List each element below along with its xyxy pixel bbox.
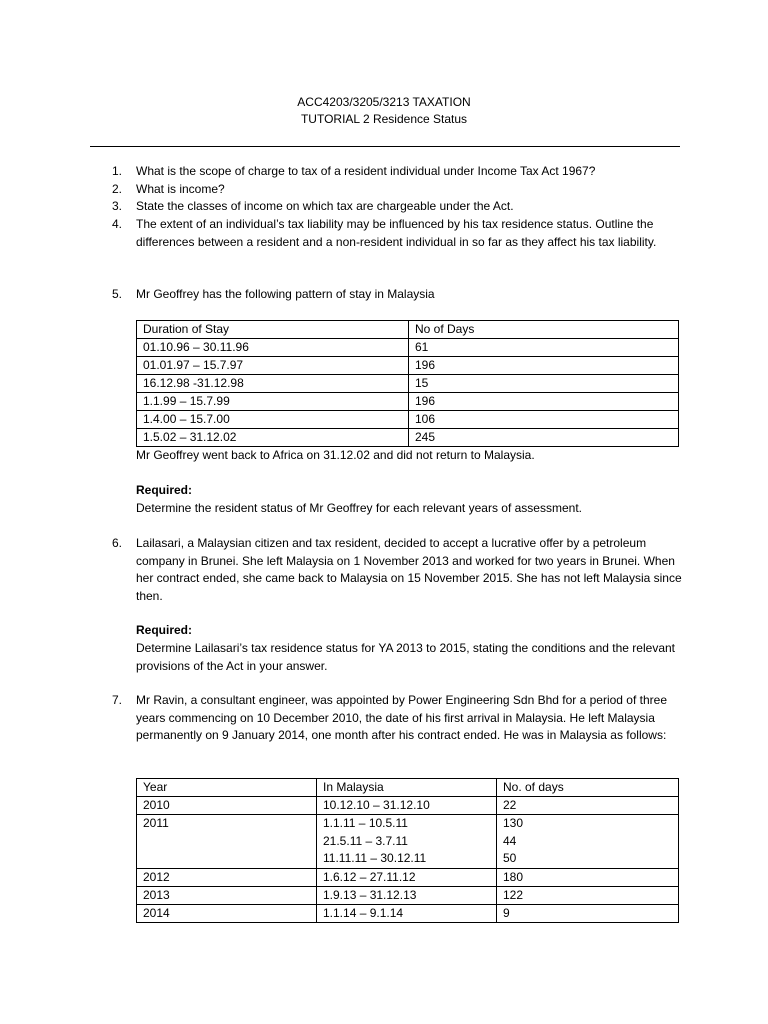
table-cell: 2013 [137, 886, 317, 904]
question-number: 7. [112, 693, 123, 707]
table-cell: 2010 [137, 797, 317, 815]
header-divider [90, 146, 680, 147]
q6-required-text: Determine Lailasari’s tax residence status for YA 2013 to 2015, stating the conditions and the relevant provisions of the Act in your answer. [136, 641, 675, 673]
table-cell: 9 [497, 904, 679, 922]
table-cell [317, 815, 497, 869]
question-text: The extent of an individual’s tax liability may be influenced by his tax residence status. Outline the differences between a resident and a non-resident individual in so far as they affect his tax liability. [136, 217, 657, 249]
table-row [137, 393, 679, 411]
table-row [137, 375, 679, 393]
days-line: 44 [503, 833, 517, 848]
table-cell: 1.5.02 – 31.12.02 [137, 429, 409, 447]
question-number: 6. [112, 536, 123, 550]
table-header-cell: Year [137, 779, 317, 797]
table-row [137, 868, 679, 886]
table-header-row [137, 321, 679, 339]
table-row [137, 797, 679, 815]
table-cell: 122 [497, 886, 679, 904]
table-cell: 1.1.99 – 15.7.99 [137, 393, 409, 411]
table-cell: 15 [409, 375, 679, 393]
document-header [0, 94, 768, 128]
table-cell: 2014 [137, 904, 317, 922]
question-text: Mr Geoffrey has the following pattern of stay in Malaysia [136, 287, 435, 301]
table-row [137, 411, 679, 429]
tutorial-title: TUTORIAL 2 Residence Status [300, 112, 468, 126]
table-cell: 1.6.12 – 27.11.12 [317, 868, 497, 886]
q6-required-label: Required: [136, 623, 193, 637]
question-text: Lailasari, a Malaysian citizen and tax resident, decided to accept a lucrative offer by a petroleum company in Brunei. She left Malaysia on 1 November 2013 and worked for two years in Brunei. When her contract ended, she came back to Malaysia on 15 November 2015. She has not left Malaysia since then. [136, 536, 682, 603]
question-number: 1. [112, 164, 123, 178]
course-title: ACC4203/3205/3213 TAXATION [297, 95, 471, 109]
table-header-row [137, 779, 679, 797]
question-text: What is income? [136, 182, 225, 196]
table-cell: 2012 [137, 868, 317, 886]
table-cell: 01.10.96 – 30.11.96 [137, 339, 409, 357]
table-row [137, 357, 679, 375]
table-row [137, 339, 679, 357]
table-row [137, 429, 679, 447]
table-cell: 22 [497, 797, 679, 815]
table-header-cell: No of Days [409, 321, 679, 339]
days-line: 50 [503, 851, 517, 865]
table-cell: 1.9.13 – 31.12.13 [317, 886, 497, 904]
table-cell [497, 815, 679, 869]
table-cell: 1.4.00 – 15.7.00 [137, 411, 409, 429]
table-cell: 10.12.10 – 31.12.10 [317, 797, 497, 815]
table-cell: 180 [497, 868, 679, 886]
q5-required-label: Required: [136, 483, 193, 497]
q5-note: Mr Geoffrey went back to Africa on 31.12.02 and did not return to Malaysia. [136, 448, 535, 462]
table-cell: 2011 [137, 815, 317, 869]
period-line: 21.5.11 – 3.7.11 [323, 833, 408, 848]
days-line: 130 [503, 816, 524, 830]
table-cell: 61 [409, 339, 679, 357]
table-header-cell: In Malaysia [317, 779, 497, 797]
table-cell: 16.12.98 -31.12.98 [137, 375, 409, 393]
question-text: State the classes of income on which tax are chargeable under the Act. [136, 199, 514, 213]
period-line: 11.11.11 – 30.12.11 [323, 851, 427, 865]
table-cell: 1.1.14 – 9.1.14 [317, 904, 497, 922]
question-number: 5. [112, 287, 123, 301]
table-header-cell: Duration of Stay [137, 321, 409, 339]
table-row [137, 904, 679, 922]
question-text: What is the scope of charge to tax of a resident individual under Income Tax Act 1967? [136, 164, 596, 178]
table-cell: 196 [409, 357, 679, 375]
table-cell: 245 [409, 429, 679, 447]
question-number: 4. [112, 217, 123, 231]
question-number: 2. [112, 182, 123, 196]
q5-required-text: Determine the resident status of Mr Geoffrey for each relevant years of assessment. [136, 501, 582, 515]
question-text: Mr Ravin, a consultant engineer, was appointed by Power Engineering Sdn Bhd for a period of three years commencing on 10 December 2010, the date of his first arrival in Malaysia. He left Malaysia permanently on 9 January 2014, one month after his contract ended. He was in Malaysia as follows: [136, 693, 667, 742]
question-number: 3. [112, 199, 123, 213]
table-cell: 196 [409, 393, 679, 411]
table-header-cell: No. of days [497, 779, 679, 797]
table-row [137, 886, 679, 904]
stay-table [136, 320, 679, 447]
table-row [137, 815, 679, 869]
ravin-stay-table [136, 778, 679, 923]
table-cell: 106 [409, 411, 679, 429]
period-line: 1.1.11 – 10.5.11 [323, 816, 408, 830]
table-cell: 01.01.97 – 15.7.97 [137, 357, 409, 375]
